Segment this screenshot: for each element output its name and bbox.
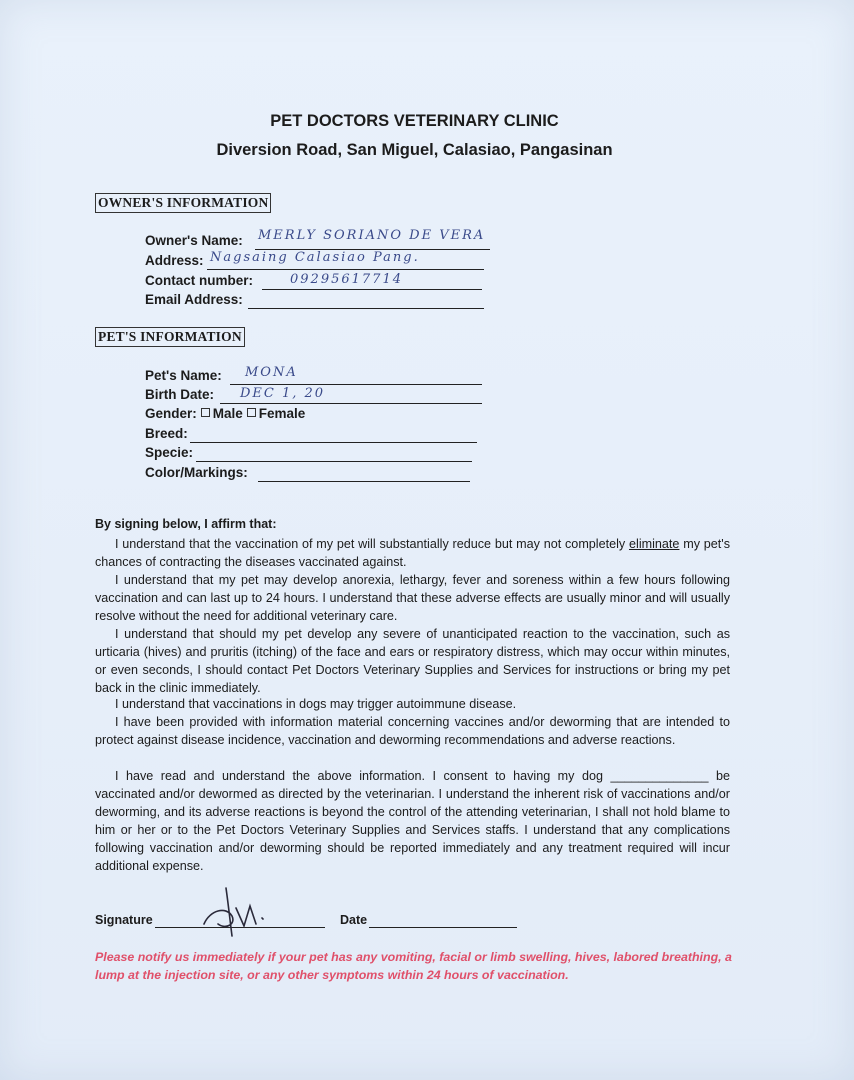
affirm-paragraph-2 [95, 571, 730, 625]
pet-name-line [230, 384, 482, 385]
gender-label: Gender: [145, 406, 197, 421]
birth-date-line [220, 403, 482, 404]
specie-label: Specie: [145, 445, 194, 460]
affirm-p1-eliminate: eliminate [629, 537, 680, 551]
affirm-p5-text: I have been provided with information material concerning vaccines and/or deworming that are intended to protect against disease incidence, vaccination and deworming recommendations and adverse reactions. [95, 715, 730, 747]
owner-address-value[interactable]: Nagsaing Calasiao Pang. [210, 250, 420, 265]
notice-text: Please notify us immediately if your pet has any vomiting, facial or limb swelling, hives, labored breathing, a lump at the injection site, or any other symptoms within 24 hours of vaccination. [95, 950, 732, 982]
affirm-p1-rest: my pet's chances of contracting the diseases vaccinated against. [95, 537, 731, 569]
contact-number-line [262, 289, 482, 290]
affirm-paragraph-6 [95, 767, 730, 875]
pet-name-value[interactable]: MONA [245, 365, 298, 380]
breed-label: Breed: [145, 426, 188, 441]
handwritten-signature [196, 880, 276, 940]
affirm-p1-text: I understand that the vaccination of my pet will substantially reduce but may not completely [115, 537, 626, 551]
specie-line[interactable] [196, 461, 472, 462]
date-label: Date [340, 913, 368, 927]
owner-address-label: Address: [145, 253, 204, 268]
male-checkbox[interactable] [201, 408, 210, 417]
affirm-title: By signing below, I affirm that: [95, 517, 277, 531]
email-label: Email Address: [145, 292, 243, 307]
owner-name-value[interactable]: MERLY SORIANO DE VERA [258, 228, 486, 243]
affirm-p3-text: I understand that should my pet develop any severe of unanticipated reaction to the vaccination, such as urticaria (hives) and pruritis (itching) of the face and ears or respiratory distress, which may occur within minutes, or even seconds, I should contact Pet Doctors Veterinary Supplies and Services for instructions or bring my pet back in the clinic immediately. [95, 627, 730, 695]
owner-address-line [207, 269, 484, 270]
female-label: Female [258, 406, 306, 421]
owner-name-label: Owner's Name: [145, 233, 243, 248]
color-markings-line[interactable] [258, 481, 470, 482]
affirm-p2-text: I understand that my pet may develop anorexia, lethargy, fever and soreness within a few hours following vaccination and can last up to 24 hours. I understand that these adverse effects are usually minor and will usually resolve without the need for additional veterinary care. [95, 573, 730, 623]
signature-label: Signature [95, 913, 153, 927]
breed-line[interactable] [190, 442, 477, 443]
clinic-name: PET DOCTORS VETERINARY CLINIC [270, 112, 559, 130]
color-markings-label: Color/Markings: [145, 465, 248, 480]
affirm-paragraph-1 [95, 535, 730, 571]
affirm-p6-text: I have read and understand the above information. I consent to having my dog ______________ be vaccinated and/or dewormed as directed by the veterinarian. I understand the inherent risk of vaccinations and/or deworming, and its adverse reactions is beyond the control of the attending veterinarian, I shall not hold blame to him or her or to the Pet Doctors Veterinary Supplies and Services staffs. I understand that any complications following vaccination and/or deworming should be reported immediately and any treatment required will incur additional expense. [95, 769, 730, 873]
birth-date-label: Birth Date: [145, 387, 215, 402]
male-label: Male [212, 406, 243, 421]
gender-row [145, 406, 305, 421]
affirm-p4-text: I understand that vaccinations in dogs may trigger autoimmune disease. [115, 697, 517, 711]
affirm-paragraph-3 [95, 625, 730, 697]
contact-number-label: Contact number: [145, 273, 253, 288]
pet-name-label: Pet's Name: [145, 368, 222, 383]
owner-section-title: OWNER'S INFORMATION [95, 193, 271, 213]
affirm-paragraph-5 [95, 713, 730, 749]
clinic-address: Diversion Road, San Miguel, Calasiao, Pangasinan [216, 141, 613, 159]
date-line[interactable] [369, 927, 517, 928]
email-line [248, 308, 484, 309]
female-checkbox[interactable] [247, 408, 256, 417]
contact-number-value[interactable]: 09295617714 [290, 272, 403, 287]
affirm-paragraph-4 [95, 695, 730, 713]
pet-section-title: PET'S INFORMATION [95, 327, 245, 347]
birth-date-value[interactable]: DEC 1, 20 [240, 386, 326, 401]
